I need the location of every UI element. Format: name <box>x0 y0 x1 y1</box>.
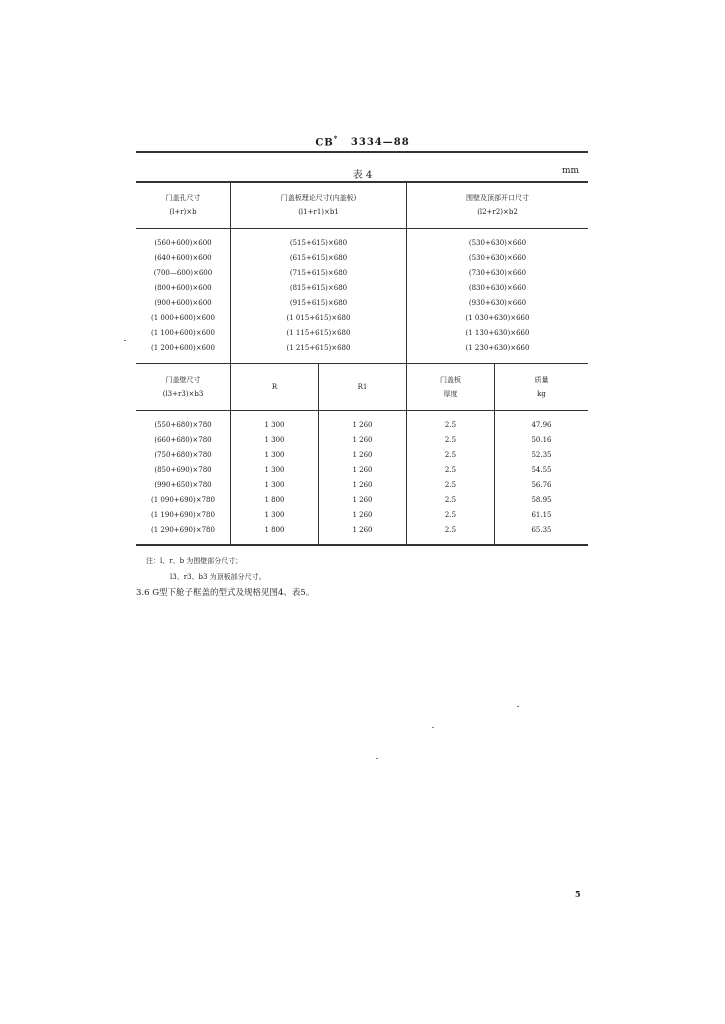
lower-cell: 2.5 <box>444 421 457 429</box>
upper-cell: (530+630)×660 <box>468 254 527 262</box>
upper-cell: (1 030+630)×660 <box>465 314 530 322</box>
upper-cell: (640+600)×600 <box>154 254 212 262</box>
table-unit: mm <box>562 166 580 176</box>
scan-speck <box>376 758 378 759</box>
lower-cell: 1 260 <box>352 526 373 534</box>
lower-cell: 1 260 <box>352 421 373 429</box>
standard-number: 3334—88 <box>350 137 410 149</box>
lower-cell: 2.5 <box>444 436 457 444</box>
lower-header-rule <box>136 410 588 411</box>
lower-cell: 2.5 <box>444 481 457 489</box>
upper-cell: (1 200+600)×600 <box>151 344 215 352</box>
upper-cell: (830+630)×660 <box>468 284 527 292</box>
section-divider-rule <box>136 363 588 364</box>
upper-cell: (730+630)×660 <box>468 269 527 277</box>
lower-cell: 1 300 <box>264 511 285 519</box>
lower-cell: 2.5 <box>444 526 457 534</box>
lower-cell: 1 300 <box>264 451 285 459</box>
upper-cell: (515+615)×680 <box>289 239 348 247</box>
scan-speck <box>124 340 126 341</box>
section-paragraph: 3.6 G型下舱子框盖的型式及规格见图4、表5。 <box>136 588 315 598</box>
table-note-2: l3、r3、b3 为顶板部分尺寸。 <box>170 573 266 581</box>
table-caption: 表 4 <box>352 170 373 181</box>
lower-cell: 52.35 <box>531 451 552 459</box>
lower-cell: 1 260 <box>352 466 373 474</box>
table-note-1: 注：l、r、b 为围壁部分尺寸； <box>146 557 243 565</box>
scan-speck <box>517 706 519 707</box>
lower-cell: 54.55 <box>531 466 552 474</box>
upper-header-col-1: 门盖孔尺寸 (l+r)×b <box>165 194 201 216</box>
lower-cell: 47.96 <box>531 421 552 429</box>
lower-cell: (850+690)×780 <box>154 466 212 474</box>
upper-cell: (1 100+600)×600 <box>151 329 215 337</box>
lower-cell: (660+680)×780 <box>154 436 212 444</box>
lower-cell: 1 260 <box>352 511 373 519</box>
lower-cell: 1 260 <box>352 451 373 459</box>
lower-cell: 50.16 <box>531 436 552 444</box>
lower-cell: 1 300 <box>264 466 285 474</box>
lower-header-col-3: R1 <box>357 383 368 391</box>
scan-speck <box>432 727 434 728</box>
upper-cell: (1 130+630)×660 <box>465 329 530 337</box>
page-number: 5 <box>575 889 581 899</box>
lower-cell: (990+650)×780 <box>154 481 212 489</box>
lower-header-col-4: 门盖板 厚度 <box>440 376 461 398</box>
upper-cell: (1 215+615)×680 <box>286 344 351 352</box>
standard-header <box>0 134 725 148</box>
table-top-rule <box>136 181 588 183</box>
upper-cell: (915+615)×680 <box>289 299 348 307</box>
standard-prefix: CB <box>315 137 334 149</box>
lower-cell: 2.5 <box>444 496 457 504</box>
lower-header-col-2: R <box>271 383 278 391</box>
lower-cell: 58.95 <box>531 496 552 504</box>
lower-cell: 2.5 <box>444 451 457 459</box>
upper-cell: (615+615)×680 <box>289 254 348 262</box>
upper-cell: (930+630)×660 <box>468 299 527 307</box>
lower-cell: 2.5 <box>444 466 457 474</box>
lower-cell: 1 800 <box>264 526 285 534</box>
lower-cell: (1 190+690)×780 <box>151 511 215 519</box>
upper-header-col-2: 门盖板理论尺寸(内盖板) (l1+r1)×b1 <box>280 194 357 216</box>
table-bottom-rule <box>136 544 588 546</box>
upper-header-col-3: 围壁及顶部开口尺寸 (l2+r2)×b2 <box>466 194 529 216</box>
upper-cell: (1 015+615)×680 <box>286 314 351 322</box>
upper-cell: (1 115+615)×680 <box>286 329 351 337</box>
lower-cell: 1 800 <box>264 496 285 504</box>
upper-cell: (715+615)×680 <box>289 269 348 277</box>
upper-cell: (530+630)×660 <box>468 239 527 247</box>
upper-cell: (815+615)×680 <box>289 284 348 292</box>
lower-cell: 56.76 <box>531 481 552 489</box>
lower-cell: 2.5 <box>444 511 457 519</box>
upper-header-rule <box>136 228 588 229</box>
lower-cell: 1 260 <box>352 481 373 489</box>
lower-cell: 1 300 <box>264 436 285 444</box>
lower-cell: (1 290+690)×780 <box>151 526 215 534</box>
header-rule <box>136 151 588 153</box>
lower-cell: (550+680)×780 <box>154 421 212 429</box>
upper-cell: (1 230+630)×660 <box>465 344 530 352</box>
lower-cell: (750+680)×780 <box>154 451 212 459</box>
lower-header-col-1: 门盖壁尺寸 (l3+r3)×b3 <box>162 376 204 398</box>
lower-cell: 65.35 <box>531 526 552 534</box>
lower-cell: 1 260 <box>352 436 373 444</box>
upper-cell: (800+600)×600 <box>154 284 212 292</box>
upper-cell: (560+600)×600 <box>154 239 212 247</box>
lower-cell: 1 300 <box>264 481 285 489</box>
lower-cell: (1 090+690)×780 <box>151 496 215 504</box>
upper-cell: (1 000+600)×600 <box>151 314 215 322</box>
upper-cell: (900+600)×600 <box>154 299 212 307</box>
standard-mark: * <box>333 134 339 143</box>
upper-cell: (700—600)×600 <box>153 269 213 277</box>
lower-cell: 1 300 <box>264 421 285 429</box>
lower-cell: 61.15 <box>531 511 552 519</box>
lower-cell: 1 260 <box>352 496 373 504</box>
lower-header-col-5: 质量 kg <box>534 376 549 398</box>
